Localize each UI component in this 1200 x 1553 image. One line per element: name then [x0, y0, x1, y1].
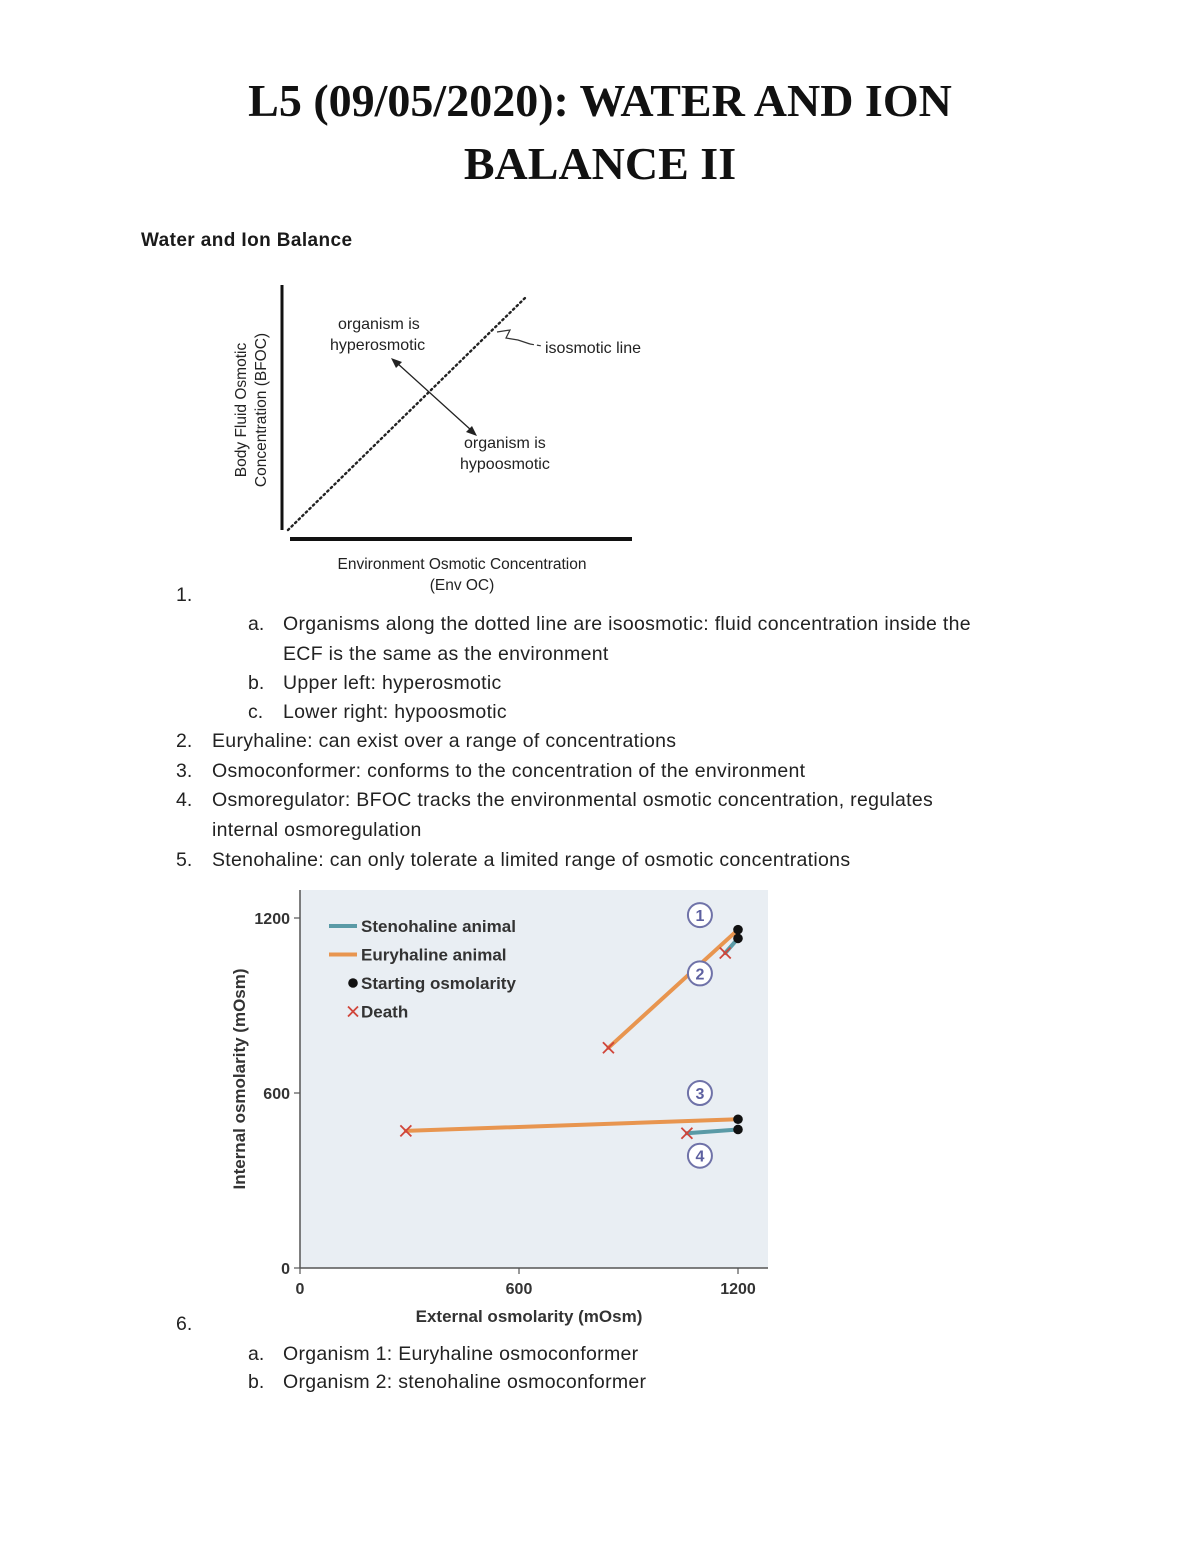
- list-marker-1b: b.: [248, 672, 265, 694]
- y-tick-label: 1200: [254, 911, 290, 928]
- list-item-4-line2: internal osmoregulation: [212, 819, 422, 841]
- list-marker-6a: a.: [248, 1343, 265, 1365]
- page-title-line1: L5 (09/05/2020): WATER AND ION: [248, 75, 952, 126]
- isosmotic-pointer: [497, 330, 530, 344]
- start-dot-organism-2: [733, 934, 743, 944]
- x-axis-label-line1: Environment Osmotic Concentration: [337, 556, 587, 573]
- y-tick-label: 0: [281, 1261, 290, 1278]
- double-arrow-icon: [397, 363, 471, 430]
- chart-x-axis-label: External osmolarity (mOsm): [415, 1307, 643, 1326]
- list-marker-1a: a.: [248, 613, 265, 635]
- list-item-1a-line1: Organisms along the dotted line are isoosmotic: fluid concentration inside the: [283, 613, 971, 635]
- hypoosmotic-label-line2: hypoosmotic: [460, 456, 550, 473]
- organism-badge-label: 2: [695, 966, 705, 984]
- list-item-1c: Lower right: hypoosmotic: [283, 701, 507, 723]
- list-marker-6b: b.: [248, 1371, 265, 1393]
- list-item-6b: Organism 2: stenohaline osmoconformer: [283, 1371, 647, 1393]
- x-tick-label: 0: [295, 1281, 305, 1298]
- legend-label: Death: [361, 1002, 409, 1022]
- legend-label: Starting osmolarity: [361, 974, 516, 993]
- list-number-2: 2.: [176, 730, 193, 752]
- list-item-6a: Organism 1: Euryhaline osmoconformer: [283, 1343, 639, 1365]
- list-number-5: 5.: [176, 849, 193, 871]
- isosmotic-diagram: [220, 280, 660, 600]
- hyperosmotic-label-line1: organism is: [338, 316, 420, 333]
- hyperosmotic-label-line2: hyperosmotic: [330, 337, 426, 354]
- legend-label: Euryhaline animal: [361, 945, 507, 965]
- list-number-6: 6.: [176, 1313, 193, 1335]
- list-number-1: 1.: [176, 584, 193, 606]
- x-tick-label: 1200: [720, 1281, 756, 1298]
- x-tick-label: 600: [505, 1281, 533, 1298]
- organism-badge-label: 4: [695, 1148, 705, 1166]
- organism-badge-label: 3: [695, 1086, 705, 1103]
- list-number-4: 4.: [176, 789, 193, 811]
- y-axis-label-line2: Concentration (BFOC): [253, 332, 270, 488]
- isosmotic-line-label: isosmotic line: [545, 340, 642, 357]
- x-axis-label-line2: (Env OC): [429, 577, 495, 594]
- list-number-3: 3.: [176, 760, 193, 782]
- legend-label: Stenohaline animal: [361, 917, 516, 936]
- y-tick-label: 600: [263, 1086, 290, 1103]
- start-dot-organism-3: [733, 1114, 743, 1124]
- osmolarity-chart: [225, 888, 770, 1333]
- start-dot-organism-4: [733, 1125, 743, 1135]
- legend-swatch-dot: [348, 978, 358, 988]
- list-item-5: Stenohaline: can only tolerate a limited range of osmotic concentrations: [212, 849, 851, 871]
- chart-y-axis-label: Internal osmolarity (mOsm): [230, 968, 249, 1190]
- list-marker-1c: c.: [248, 701, 264, 723]
- organism-badge-label: 1: [695, 908, 705, 926]
- list-item-1a-line2: ECF is the same as the environment: [283, 643, 609, 665]
- page-title-line2: BALANCE II: [463, 138, 737, 189]
- list-item-1b: Upper left: hyperosmotic: [283, 672, 502, 694]
- section-heading: Water and Ion Balance: [141, 230, 353, 251]
- hypoosmotic-label-line1: organism is: [464, 435, 546, 452]
- start-dot-organism-1: [733, 925, 743, 935]
- list-item-4-line1: Osmoregulator: BFOC tracks the environmental osmotic concentration, regulates: [212, 789, 934, 811]
- y-axis-label-line1: Body Fluid Osmotic: [233, 342, 250, 478]
- list-item-2: Euryhaline: can exist over a range of concentrations: [212, 730, 677, 752]
- list-item-3: Osmoconformer: conforms to the concentration of the environment: [212, 760, 806, 782]
